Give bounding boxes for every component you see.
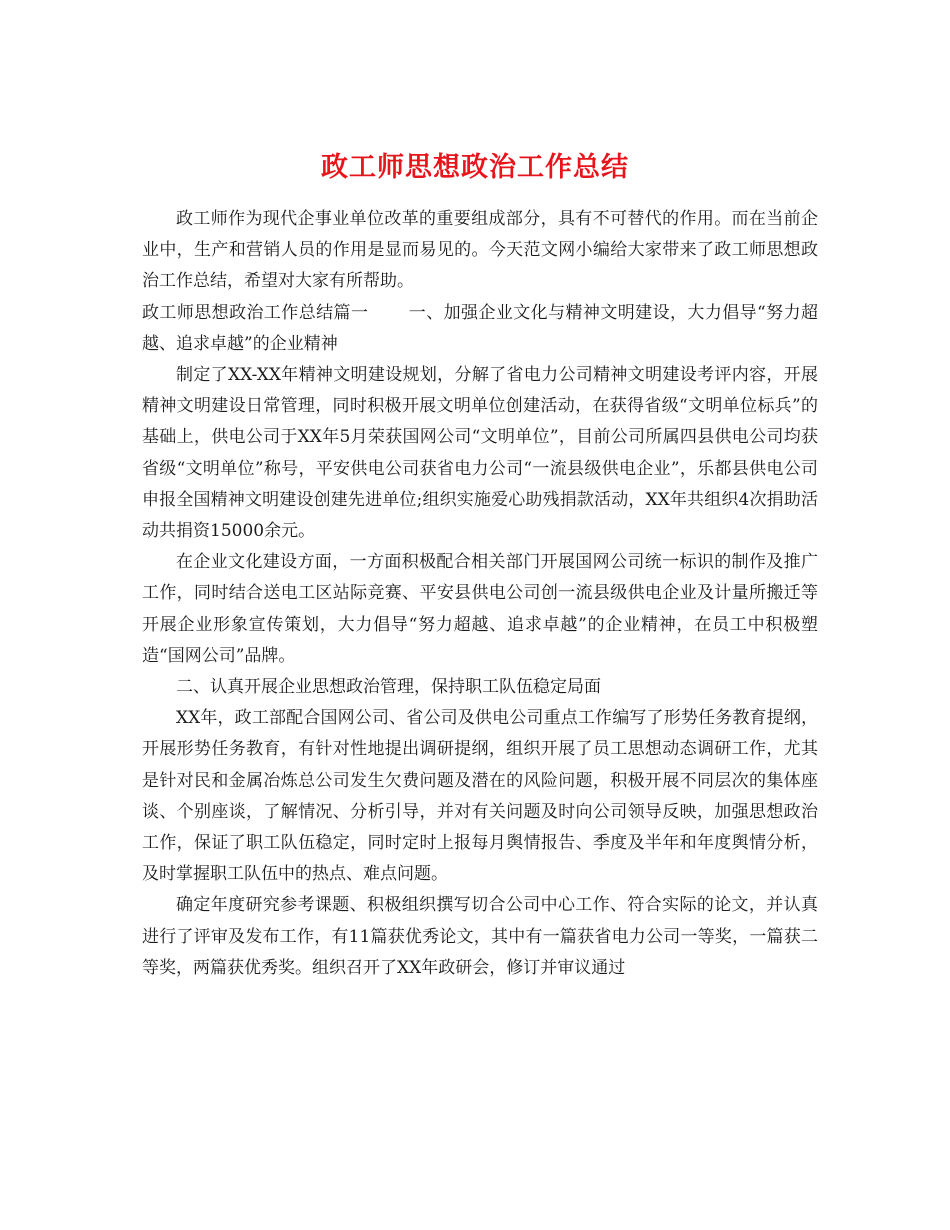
paragraph-4: 确定年度研究参考课题、积极组织撰写切合公司中心工作、符合实际的论文，并认真进行了评审及发布工作，有11篇获优秀论文，其中有一篇获省电力公司一等奖，一篇获二等奖，两篇获优秀奖。组织召开了XX年政研会，修订并审议通过 [142,895,818,978]
section-label: 政工师思想政治工作总结篇一 [142,302,369,323]
heading-two: 二、认真开展企业思想政治管理，保持职工队伍稳定局面 [176,677,601,698]
section-heading-line [142,298,818,360]
heading-one: 一、加强企业文化与精神文明建设，大力倡导“努力超越、追求卓越”的企业精神 [142,302,818,354]
intro-paragraph: 政工师作为现代企事业单位改革的重要组成部分，具有不可替代的作用。而在当前企业中，生产和营销人员的作用是显而易见的。今天范文网小编给大家带来了政工师思想政治工作总结，希望对大家有所帮助。 [142,209,818,292]
document-body [142,204,818,984]
paragraph-1: 制定了XX-XX年精神文明建设规划，分解了省电力公司精神文明建设考评内容，开展精神文明建设日常管理，同时积极开展文明单位创建活动，在获得省级“文明单位标兵”的基础上，供电公司于XX年5月荣获国网公司“文明单位”，目前公司所属四县供电公司均获省级“文明单位”称号，平安供电公司获省电力公司“一流县级供电企业”，乐都县供电公司申报全国精神文明建设创建先进单位;组织实施爱心助残捐款活动，XX年共组织4次捐助活动共捐资15000余元。 [142,365,818,542]
paragraph-3: XX年，政工部配合国网公司、省公司及供电公司重点工作编写了形势任务教育提纲，开展形势任务教育，有针对性地提出调研提纲，组织开展了员工思想动态调研工作，尤其是针对民和金属冶炼总公司发生欠费问题及潜在的风险问题，积极开展不同层次的集体座谈、个别座谈，了解情况、分析引导，并对有关问题及时向公司领导反映，加强思想政治工作，保证了职工队伍稳定，同时定时上报每月舆情报告、季度及半年和年度舆情分析，及时掌握职工队伍中的热点、难点问题。 [142,708,818,885]
paragraph-2: 在企业文化建设方面，一方面积极配合相关部门开展国网公司统一标识的制作及推广工作，同时结合送电工区站际竞赛、平安县供电公司创一流县级供电企业及计量所搬迁等开展企业形象宣传策划，大力倡导“努力超越、追求卓越”的企业精神，在员工中积极塑造“国网公司”品牌。 [142,552,818,666]
document-title: 政工师思想政治工作总结 [321,152,629,184]
